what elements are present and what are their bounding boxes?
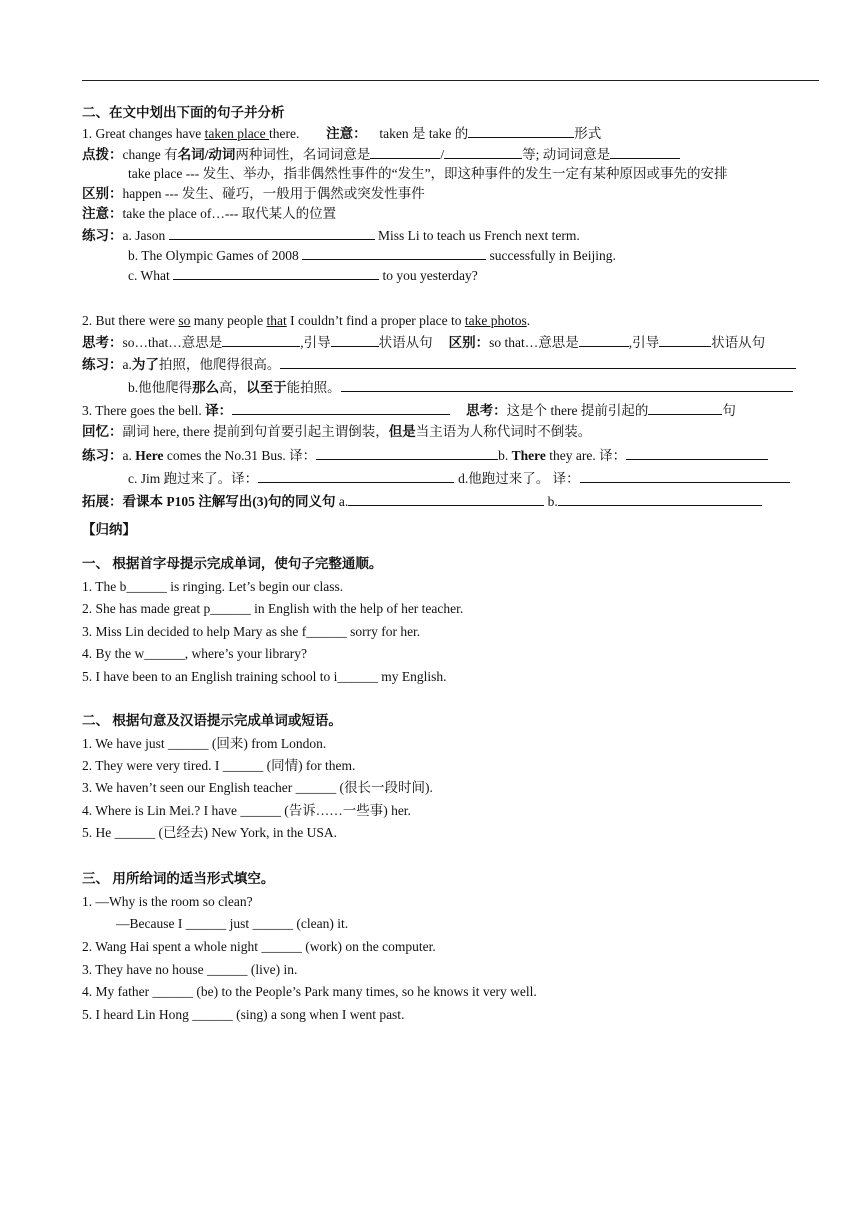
ex2-item: 2. They were very tired. I ______ (同情) for them. [82, 758, 356, 773]
blank[interactable] [169, 226, 375, 240]
ex2-title: 二、 根据句意及汉语提示完成单词或短语。 [82, 713, 342, 728]
dianbo-text-b: 两种词性，名词词意是 [235, 147, 371, 162]
lianxi-label: 练习： [82, 357, 123, 372]
lianxi1-b-pre: b. The Olympic Games of 2008 [128, 248, 303, 263]
ex1-title: 一、 根据首字母提示完成单词，使句子完整通顺。 [82, 556, 383, 571]
blank[interactable] [222, 333, 300, 347]
blank[interactable] [580, 469, 790, 483]
take-place-line: take place --- 发生、举办，指非偶然性事件的“发生”，即这种事件的发生一定有某种原因或事先的安排 [128, 166, 728, 181]
tuozhan-line [82, 492, 762, 512]
ex1-item: 2. She has made great p______ in English with the help of her teacher. [82, 601, 464, 616]
blank[interactable] [341, 378, 793, 392]
blank[interactable] [444, 145, 522, 159]
qubie-label: 区别： [82, 186, 123, 201]
blank[interactable] [331, 333, 379, 347]
blank[interactable] [232, 401, 450, 415]
s2-d: . [526, 313, 531, 328]
dianbo-label: 点拨： [82, 147, 123, 162]
ex1-item: 5. I have been to an English training school to i______ my English. [82, 669, 447, 684]
huiyi-bold: 但是 [388, 424, 416, 439]
s2-b: many people [190, 313, 267, 328]
lianxi3-b-post: they are. 译： [545, 448, 627, 463]
qubie-text: happen --- 发生、碰巧，一般用于偶然或突发性事件 [122, 186, 425, 201]
ex1-item: 4. By the w______, where’s your library? [82, 646, 307, 661]
blank[interactable] [316, 446, 498, 460]
blank[interactable] [370, 145, 440, 159]
ex1-item: 3. Miss Lin decided to help Mary as she f______ sorry for her. [82, 624, 421, 639]
ex3-item: 2. Wang Hai spent a whole night ______ (work) on the computer. [82, 939, 436, 954]
sentence-1 [82, 124, 601, 144]
ex3-item: 5. I heard Lin Hong ______ (sing) a song when I went past. [82, 1007, 405, 1022]
lianxi2-a [82, 355, 796, 375]
ex3-title: 三、 用所给词的适当形式填空。 [82, 871, 275, 886]
blank[interactable] [648, 401, 722, 415]
huiyi-b: 当主语为人称代词时不倒装。 [415, 424, 592, 439]
blank[interactable] [348, 492, 544, 506]
sikao-b: ,引导 [300, 335, 331, 350]
note-text-a: taken 是 take 的 [379, 126, 469, 141]
sikao-c: 状语从句 [378, 335, 433, 350]
blank[interactable] [468, 124, 574, 138]
dianbo-text-a: change 有 [122, 147, 178, 162]
note-label: 注意： [326, 126, 367, 141]
tuozhan-label: 拓展：看课本 P105 注解写出(3)句的同义句 [82, 494, 336, 509]
lianxi1-c-post: to you yesterday? [379, 268, 478, 283]
sikao-label-2: 思考： [466, 403, 507, 418]
lianxi3-a-post: comes the No.31 Bus. 译： [163, 448, 317, 463]
tuozhan-a: a. [335, 494, 349, 509]
lianxi3-a-bold: Here [135, 448, 164, 463]
s2-u1: so [178, 313, 191, 328]
zhuyi-line [82, 205, 336, 225]
s2-a: 2. But there were [82, 313, 179, 328]
s3-c: 句 [722, 403, 736, 418]
lianxi1-b [128, 246, 616, 266]
lianxi1-c [128, 266, 478, 286]
sikao-line [82, 333, 765, 353]
lianxi3-cd [128, 469, 790, 489]
lianxi2-a-pre: a. [122, 357, 132, 372]
lianxi3-a-pre: a. [122, 448, 136, 463]
sentence-3 [82, 401, 736, 421]
sikao-f: 状语从句 [711, 335, 766, 350]
lianxi-label: 练习： [82, 228, 123, 243]
ex3-item: 4. My father ______ (be) to the People’s Park many times, so he knows it very well. [82, 984, 537, 999]
lianxi1-a-post: Miss Li to teach us French next term. [374, 228, 580, 243]
lianxi3-d: d.他跑过来了。 译： [458, 471, 580, 486]
lianxi2-b-post: 能拍照。 [286, 380, 341, 395]
zhuyi-label: 注意： [82, 206, 123, 221]
ex2-item: 4. Where is Lin Mei.? I have ______ (告诉……一些事) her. [82, 803, 411, 818]
blank[interactable] [610, 145, 680, 159]
sentence-1-text-a: 1. Great changes have [82, 126, 205, 141]
sikao-d: so that…意思是 [489, 335, 579, 350]
dianbo-text-d: 等; 动词词意是 [522, 147, 611, 162]
lianxi2-b [128, 378, 793, 398]
sentence-1-text-b: there. [269, 126, 300, 141]
blank[interactable] [173, 266, 379, 280]
blank[interactable] [626, 446, 768, 460]
blank[interactable] [280, 355, 796, 369]
huiyi-line [82, 423, 591, 443]
s3-a: 3. There goes the bell. [82, 403, 206, 418]
lianxi-label: 练习： [82, 448, 123, 463]
note-text-b: 形式 [574, 126, 602, 141]
s2-u3: take photos [464, 313, 527, 328]
dianbo-slash: / [440, 147, 445, 162]
sentence-1-underlined: taken place [204, 126, 270, 141]
s2-c: I couldn’t find a proper place to [286, 313, 465, 328]
lianxi2-a-bold: 为了 [131, 357, 159, 372]
blank[interactable] [579, 333, 629, 347]
lianxi2-b-pre: b.他他爬得 [128, 380, 193, 395]
lianxi2-a-post: 拍照，他爬得很高。 [158, 357, 281, 372]
qubie-label-2: 区别： [448, 335, 490, 350]
qubie-line [82, 185, 425, 205]
lianxi1-a [82, 226, 580, 246]
sikao-a: so…that…意思是 [122, 335, 223, 350]
dianbo-bold: 名词/动词 [177, 147, 236, 162]
sikao-label: 思考： [82, 335, 123, 350]
lianxi3-b-pre: b. [498, 448, 512, 463]
ex3-item: 3. They have no house ______ (live) in. [82, 962, 298, 977]
blank[interactable] [659, 333, 711, 347]
lianxi1-b-post: successfully in Beijing. [486, 248, 616, 263]
lianxi3-b-bold: There [511, 448, 546, 463]
blank[interactable] [302, 246, 486, 260]
section-title: 二、在文中划出下面的句子并分析 [82, 105, 285, 120]
summary-title: 【归纳】 [82, 522, 136, 537]
lianxi2-b-mid: 高， [219, 380, 247, 395]
tuozhan-b: b. [544, 494, 558, 509]
ex1-item: 1. The b______ is ringing. Let’s begin our class. [82, 579, 344, 594]
lianxi1-a-pre: a. Jason [122, 228, 169, 243]
ex2-item: 5. He ______ (已经去) New York, in the USA. [82, 825, 337, 840]
lianxi1-c-pre: c. What [128, 268, 174, 283]
s3-b: 这是个 there 提前引起的 [506, 403, 649, 418]
lianxi3-c: c. Jim 跑过来了。译： [128, 471, 259, 486]
huiyi-a: 副词 here, there 提前到句首要引起主谓倒装， [122, 424, 389, 439]
ex3-item: —Because I ______ just ______ (clean) it. [116, 916, 349, 931]
header-rule [82, 80, 819, 81]
blank[interactable] [558, 492, 762, 506]
s2-u2: that [266, 313, 287, 328]
sentence-2 [82, 312, 530, 332]
yi-label: 译： [205, 403, 233, 418]
lianxi3-ab [82, 446, 768, 466]
ex2-item: 1. We have just ______ (回来) from London. [82, 736, 327, 751]
dianbo-line [82, 145, 680, 165]
blank[interactable] [258, 469, 454, 483]
huiyi-label: 回忆： [82, 424, 123, 439]
lianxi2-b-bold2: 以至于 [246, 380, 287, 395]
ex3-item: 1. —Why is the room so clean? [82, 894, 253, 909]
sikao-e: ,引导 [628, 335, 660, 350]
lianxi2-b-bold1: 那么 [192, 380, 220, 395]
zhuyi-text: take the place of…--- 取代某人的位置 [122, 206, 337, 221]
ex2-item: 3. We haven’t seen our English teacher ______ (很长一段时间). [82, 780, 433, 795]
